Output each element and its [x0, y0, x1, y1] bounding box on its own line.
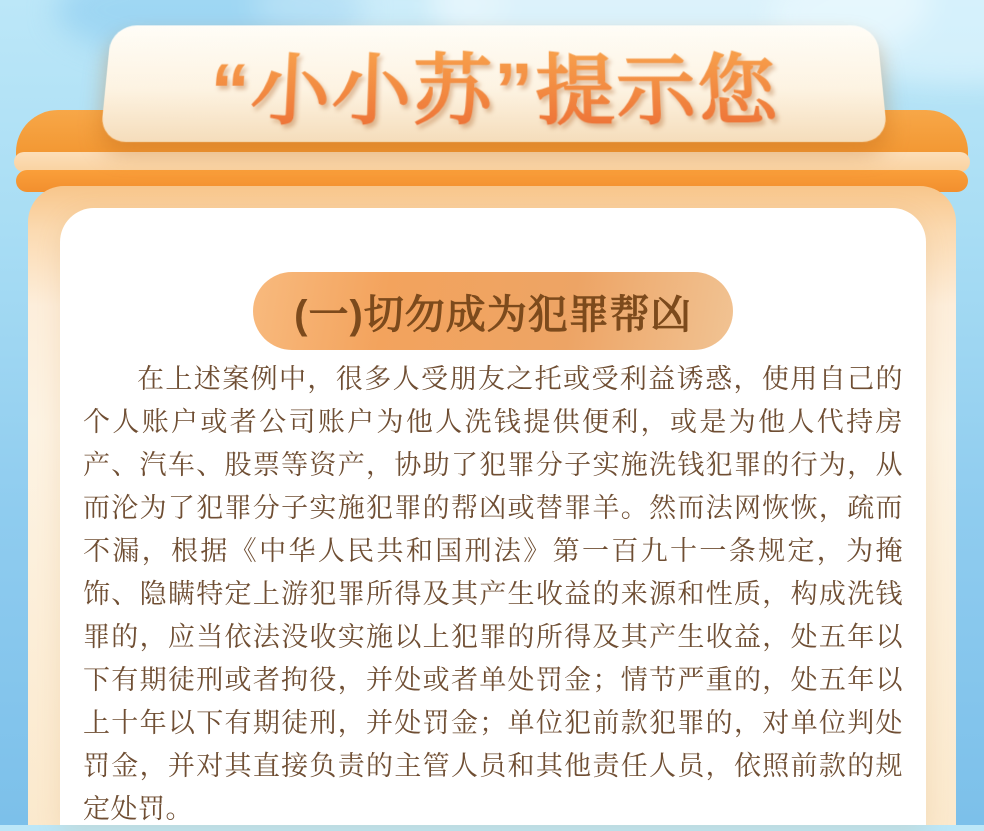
section-badge-label: (一)切勿成为犯罪帮凶 [294, 292, 692, 337]
page-title: “小小苏”提示您 [206, 29, 782, 139]
body-paragraph: 在上述案例中，很多人受朋友之托或受利益诱惑，使用自己的个人账户或者公司账户为他人洗钱提供便利，或是为他人代持房产、汽车、股票等资产，协助了犯罪分子实施洗钱犯罪的行为，从而沦为了犯罪分子实施犯罪的帮凶或替罪羊。然而法网恢恢，疏而不漏，根据《中华人民共和国刑法》第一百九十一条规定，为掩饰、隐瞒特定上游犯罪所得及其产生收益的来源和性质，构成洗钱罪的，应当依法没收实施以上犯罪的所得及其产生收益，处五年以下有期徒刑或者拘役，并处或者单处罚金；情节严重的，处五年以上十年以下有期徒刑，并处罚金；单位犯前款犯罪的，对单位判处罚金，并对其直接负责的主管人员和其他责任人员，依照前款的规定处罚。 [83, 364, 903, 824]
header-sign-board [100, 25, 888, 142]
lid-light-band [14, 152, 970, 172]
content-card [60, 208, 926, 825]
section-badge [253, 272, 733, 350]
